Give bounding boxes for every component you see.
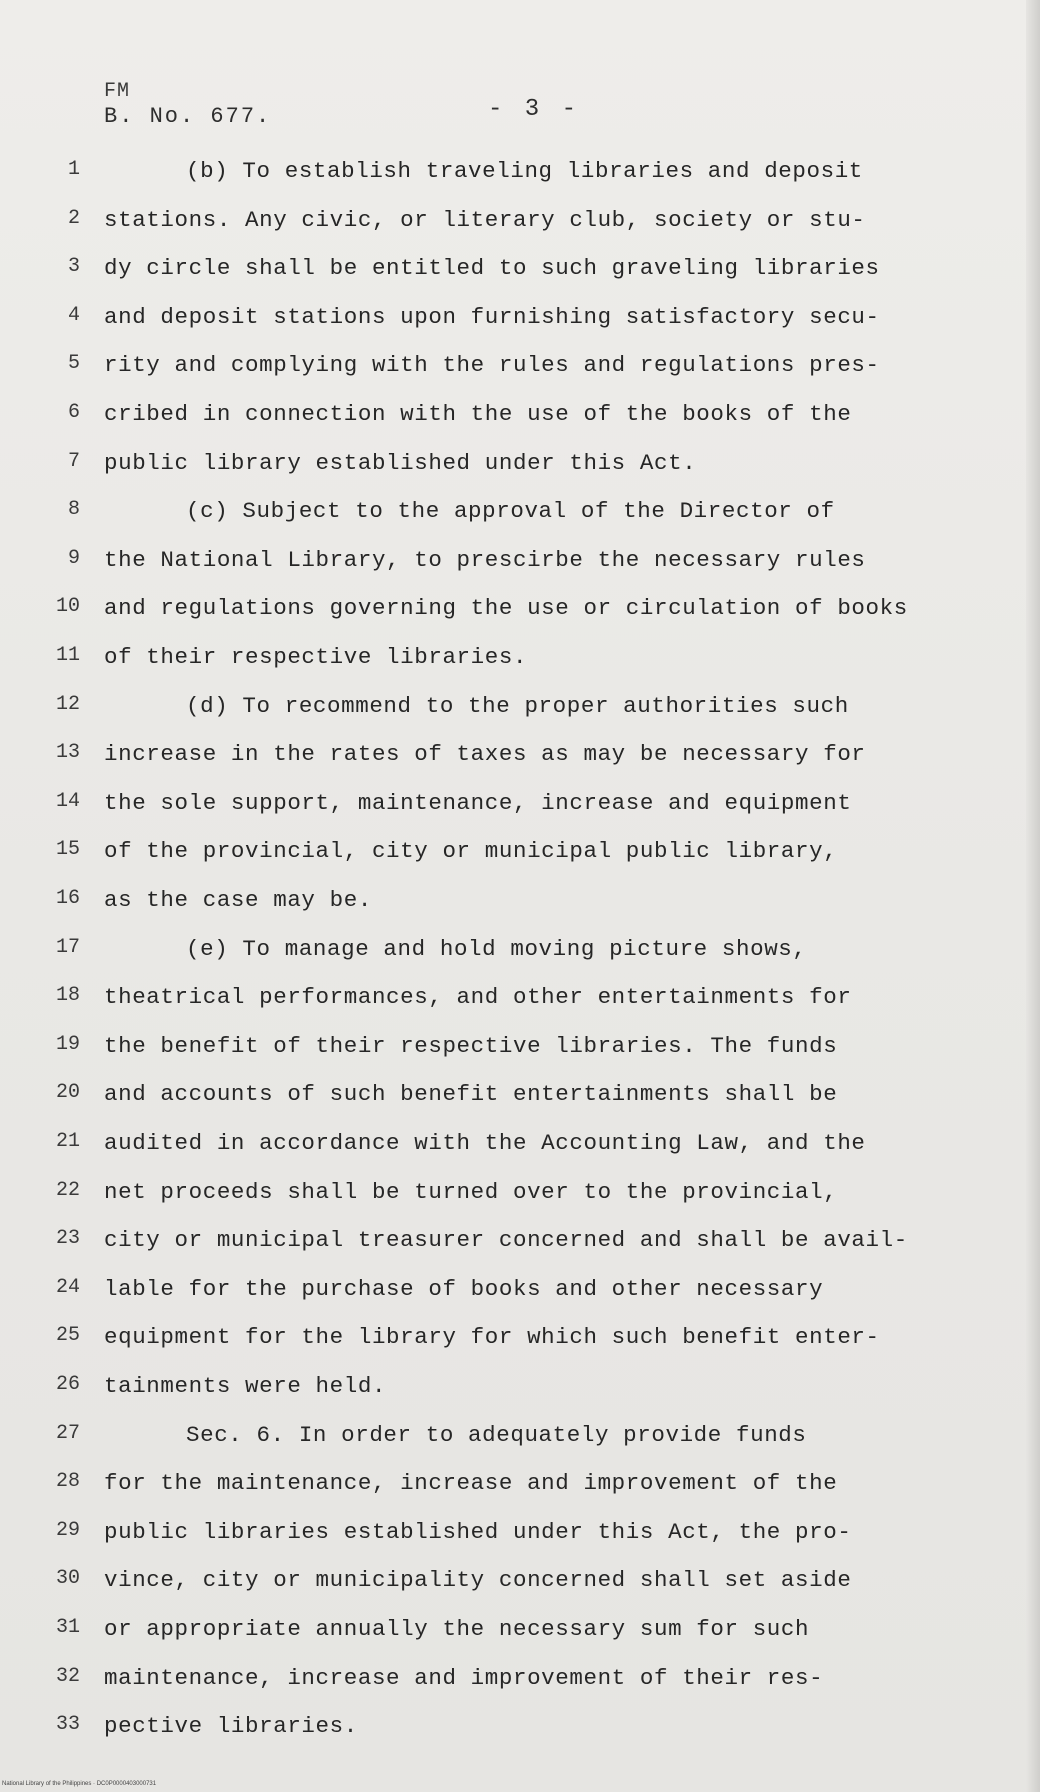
line-text: rity and complying with the rules and regulations pres- — [104, 352, 880, 379]
line-number: 17 — [55, 935, 80, 959]
line-text: of their respective libraries. — [104, 644, 528, 670]
line-text: (e) To manage and hold moving picture shows, — [186, 935, 807, 962]
line-number: 24 — [55, 1275, 80, 1299]
line-number: 2 — [67, 206, 80, 230]
line-number: 14 — [55, 789, 80, 813]
line-text: Sec. 6. In order to adequately provide funds — [186, 1421, 807, 1448]
line-text: and regulations governing the use or circulation of books — [104, 595, 908, 622]
line-number: 3 — [67, 255, 80, 279]
line-number: 21 — [55, 1130, 80, 1153]
line-number: 31 — [55, 1616, 80, 1639]
line-number: 15 — [55, 838, 80, 862]
line-text: the National Library, to prescirbe the necessary rules — [104, 546, 866, 573]
line-number: 5 — [67, 352, 80, 376]
line-number: 1 — [67, 158, 80, 181]
line-text: theatrical performances, and other entertainments for — [104, 984, 852, 1011]
line-number: 8 — [67, 498, 80, 522]
line-number: 29 — [55, 1518, 80, 1542]
line-number: 16 — [55, 887, 80, 910]
line-text: lable for the purchase of books and other necessary — [104, 1275, 824, 1302]
line-number: 32 — [55, 1664, 80, 1688]
line-number: 30 — [55, 1567, 80, 1591]
line-text: equipment for the library for which such benefit enter- — [104, 1324, 880, 1351]
line-text: for the maintenance, increase and improvement of the — [104, 1470, 838, 1497]
line-number: 6 — [67, 401, 80, 424]
line-text: as the case may be. — [104, 887, 372, 913]
line-number: 11 — [55, 644, 80, 667]
line-text: of the provincial, city or municipal public library, — [104, 838, 838, 865]
line-number: 22 — [55, 1178, 80, 1202]
line-text: the benefit of their respective libraries. The funds — [104, 1032, 838, 1059]
line-number: 26 — [55, 1373, 80, 1396]
line-text: (b) To establish traveling libraries and deposit — [186, 158, 863, 184]
line-text: tainments were held. — [104, 1373, 387, 1399]
line-text: cribed in connection with the use of the books of the — [104, 401, 852, 427]
line-number: 19 — [55, 1032, 80, 1056]
line-text: increase in the rates of taxes as may be necessary for — [104, 741, 866, 768]
line-text: public libraries established under this Act, the pro- — [104, 1518, 852, 1545]
line-number: 12 — [55, 692, 80, 716]
line-text: audited in accordance with the Accounting Law, and the — [104, 1130, 866, 1156]
line-number: 25 — [55, 1324, 80, 1348]
line-text: net proceeds shall be turned over to the provincial, — [104, 1178, 838, 1205]
line-text: maintenance, increase and improvement of their res- — [104, 1664, 824, 1691]
line-number: 23 — [55, 1227, 80, 1251]
line-number: 10 — [55, 595, 80, 619]
line-text: dy circle shall be entitled to such graveling libraries — [104, 255, 880, 282]
line-number: 13 — [55, 741, 80, 765]
page-number: - 3 - — [488, 96, 581, 123]
line-text: vince, city or municipality concerned shall set aside — [104, 1567, 852, 1594]
line-text: (c) Subject to the approval of the Director of — [186, 498, 835, 525]
line-number: 9 — [67, 546, 80, 570]
line-text: and accounts of such benefit entertainments shall be — [104, 1081, 838, 1108]
line-number: 20 — [55, 1081, 80, 1105]
line-text: stations. Any civic, or literary club, society or stu- — [104, 206, 866, 233]
line-text: (d) To recommend to the proper authorities such — [186, 692, 849, 719]
line-text: and deposit stations upon furnishing satisfactory secu- — [104, 303, 880, 330]
line-number: 7 — [67, 449, 80, 473]
archive-footer: National Library of the Philippines · DC0P0000403000731 — [2, 1781, 157, 1787]
line-number: 18 — [55, 984, 80, 1008]
line-text: pective libraries. — [104, 1713, 358, 1740]
line-text: or appropriate annually the necessary sum for such — [104, 1616, 810, 1642]
line-text: the sole support, maintenance, increase and equipment — [104, 789, 852, 816]
line-text: city or municipal treasurer concerned and shall be avail- — [104, 1227, 908, 1254]
bill-number: B. No. 677. — [104, 104, 272, 129]
line-number: 33 — [55, 1713, 80, 1737]
document-code: FM — [104, 80, 131, 103]
line-number: 27 — [55, 1421, 80, 1445]
line-text: public library established under this Act. — [104, 449, 697, 476]
line-number: 28 — [55, 1470, 80, 1494]
page-edge-shadow — [1026, 0, 1040, 1792]
line-number: 4 — [67, 303, 80, 327]
